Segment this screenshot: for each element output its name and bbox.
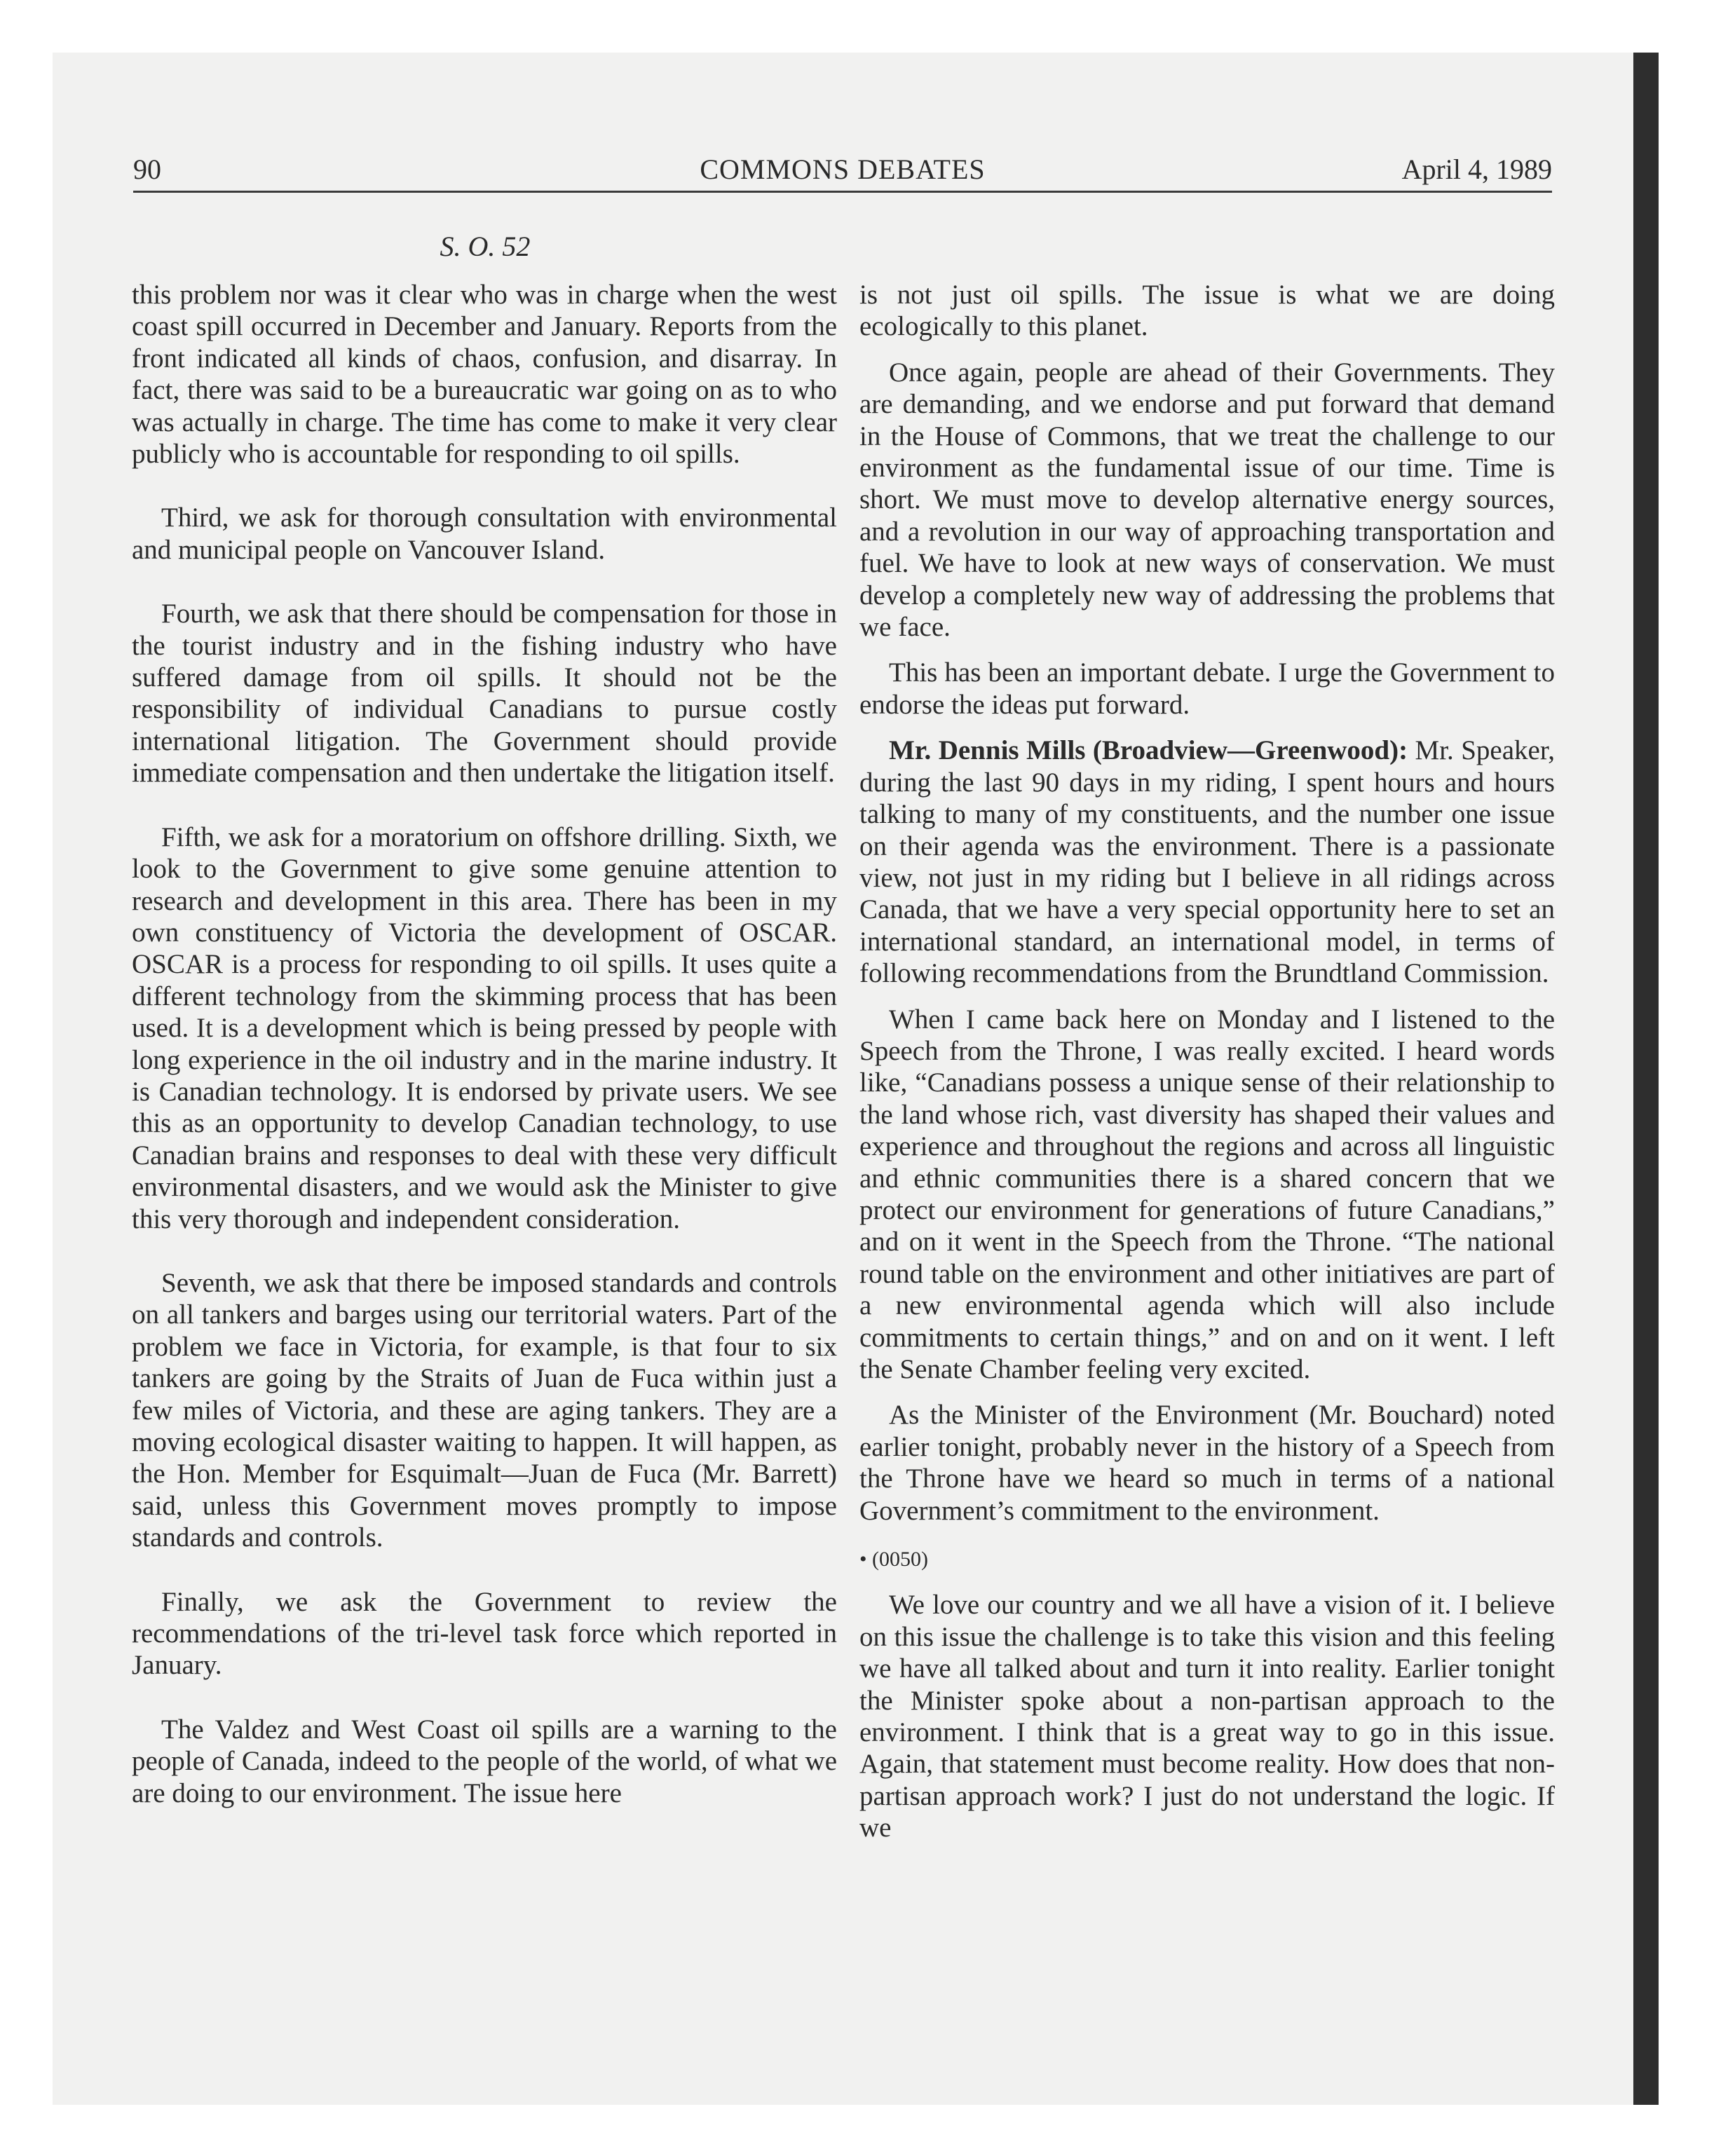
- bullet-icon: •: [859, 1548, 867, 1571]
- paragraph: Third, we ask for thorough consultation with environmental and municipal people on Vancouver Island.: [132, 503, 837, 565]
- running-head: [133, 153, 1552, 192]
- paragraph: Finally, we ask the Government to review the recommendations of the tri-level task force which reported in January.: [132, 1586, 837, 1681]
- right-column: [859, 279, 1555, 1844]
- paragraph: Once again, people are ahead of their Governments. They are demanding, and we endorse and put forward that demand in the House of Commons, that we treat the challenge to our environment as the fundamental issue of our time. Time is short. We must move to develop alternative energy sources, and a revolution in our way of approaching transportation and fuel. We have to look at new ways of conservation. We must develop a completely new way of addressing the problems that we face.: [859, 357, 1555, 643]
- left-column: [132, 279, 837, 1809]
- page-number: 90: [133, 153, 161, 185]
- section-label: S. O. 52: [440, 231, 531, 262]
- paragraph: We love our country and we all have a vision of it. I believe on this issue the challenge is to take this vision and this feeling we have all talked about and turn it into reality. Earlier tonight the Minister spoke about a non-partisan approach to the environment. I think that is a great way to go in this issue. Again, that statement must become reality. How does that non-partisan approach work? I just do not understand the logic. If we: [859, 1590, 1555, 1843]
- paragraph: Seventh, we ask that there be imposed standards and controls on all tankers and barges using our territorial waters. Part of the problem we face in Victoria, for example, is that four to six tankers are going by the Straits of Juan de Fuca within just a few miles of Victoria, and these are aging tankers. They are a moving ecological disaster waiting to happen. It will happen, as the Hon. Member for Esquimalt—Juan de Fuca (Mr. Barrett) said, unless this Government moves promptly to impose standards and controls.: [132, 1267, 837, 1553]
- speech-paragraph: [859, 735, 1555, 989]
- header-rule: [133, 191, 1552, 193]
- paragraph: This has been an important debate. I urge the Government to endorse the ideas put forward.: [859, 657, 1555, 720]
- speech-text: Mr. Speaker, during the last 90 days in my riding, I spent hours and hours talking to many of my constituents, and the number one issue on their agenda was the environment. There is a passionate view, not just in my riding but I believe in all ridings across Canada, that we have a very special opportunity here to set an international standard, an international model, in terms of following recommendations from the Brundtland Commission.: [859, 735, 1555, 989]
- time-marker: [859, 1543, 1555, 1575]
- paragraph: is not just oil spills. The issue is what we are doing ecologically to this planet.: [859, 280, 1555, 342]
- paragraph: As the Minister of the Environment (Mr. Bouchard) noted earlier tonight, probably never in the history of a Speech from the Throne have we heard so much in terms of a national Government’s commitment to the environment.: [859, 1400, 1555, 1526]
- scan-edge: [1633, 53, 1659, 2105]
- paragraph: Fifth, we ask for a moratorium on offshore drilling. Sixth, we look to the Government to give some genuine attention to research and development in this area. There has been in my own constituency of Victoria the development of OSCAR. OSCAR is a process for responding to oil spills. It uses quite a different technology from the skimming process that has been used. It is a development which is being pressed by people with long experience in the oil industry and in the marine industry. It is Canadian technology. It is endorsed by private users. We see this as an opportunity to develop Canadian technology, to use Canadian brains and responses to deal with these very difficult environmental disasters, and we would ask the Minister to give this very thorough and independent consideration.: [132, 821, 837, 1234]
- paragraph: Fourth, we ask that there should be compensation for those in the tourist industry and in the fishing industry who have suffered damage from oil spills. It should not be the responsibility of individual Canadians to pursue costly international litigation. The Government should provide immediate compensation and then undertake the litigation itself.: [132, 599, 837, 789]
- time-marker-text: (0050): [872, 1548, 928, 1571]
- issue-date: April 4, 1989: [1401, 153, 1552, 185]
- paragraph: When I came back here on Monday and I listened to the Speech from the Throne, I was really excited. I heard words like, “Canadians possess a unique sense of their relationship to the land whose rich, vast diversity has shaped their values and experience and throughout the regions and across all linguistic and ethnic communities there is a shared concern that we protect our environment for generations of future Canadians,” and on it went in the Speech from the Throne. “The national round table on the environment and other initiatives are part of a new environmental agenda which will also include commitments to certain things,” and on and on it went. I left the Senate Chamber feeling very excited.: [859, 1004, 1555, 1384]
- speaker-name: Mr. Dennis Mills (Broadview—Greenwood):: [889, 735, 1408, 766]
- paragraph: this problem nor was it clear who was in charge when the west coast spill occurred in December and January. Reports from the front indicated all kinds of chaos, confusion, and disarray. In fact, there was said to be a bureaucratic war going on as to who was actually in charge. The time has come to make it very clear publicly who is accountable for responding to oil spills.: [132, 280, 837, 470]
- journal-title: COMMONS DEBATES: [700, 153, 986, 185]
- paragraph: The Valdez and West Coast oil spills are a warning to the people of Canada, indeed to the people of the world, of what we are doing to our environment. The issue here: [132, 1714, 837, 1808]
